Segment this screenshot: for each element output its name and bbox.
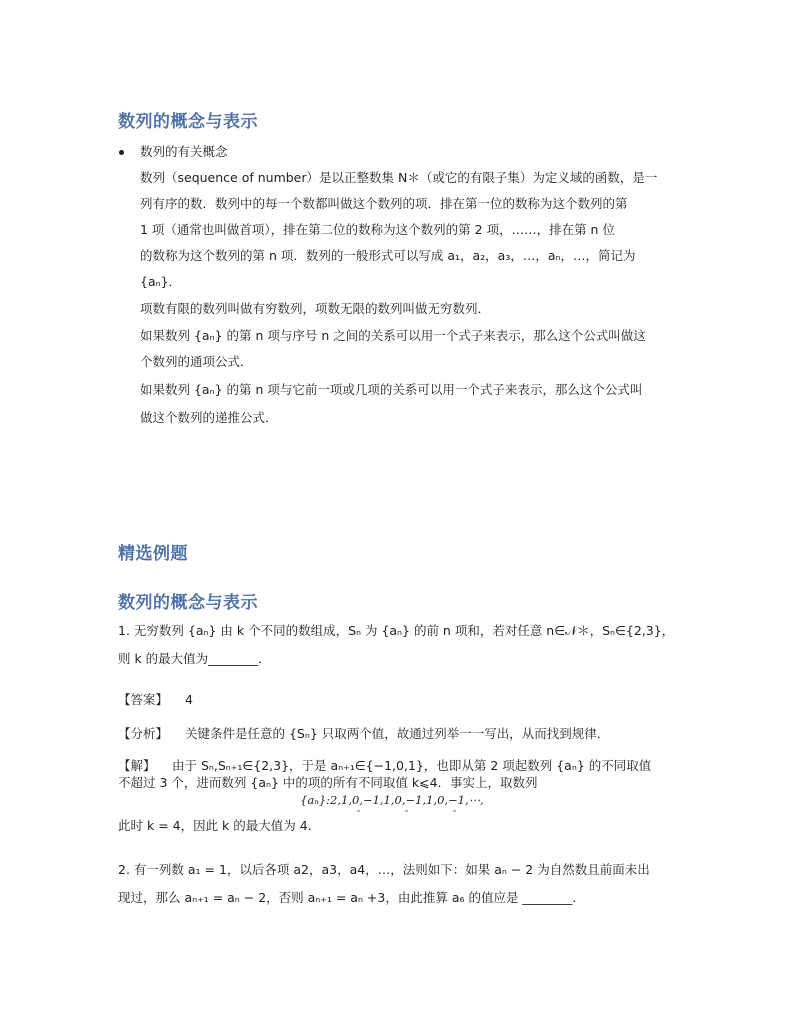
paragraph-line: 如果数列 {aₙ} 的第 n 项与它前一项或几项的关系可以用一个式子来表示，那么这个公式叫 [140,382,643,397]
bullet-heading: 数列的有关概念 [140,144,228,159]
paragraph-line: 1 项（通常也叫做首项），排在第二位的数称为这个数列的第 2 项，……，排在第 n 位 [140,222,615,237]
solution-line: 由于 Sₙ,Sₙ₊₁∈{2,3}，于是 aₙ₊₁∈{−1,0,1}，也即从第 2 项起数列 {aₙ} 的不同取值 [172,758,652,773]
period-brace: ˘ [452,810,457,821]
period-brace: ˘ [404,810,409,821]
paragraph-line: {aₙ}． [140,274,182,289]
problem-2-line: 现过，那么 aₙ₊₁ = aₙ − 2，否则 aₙ₊₁ = aₙ +3，由此推算 a₆ 的值应是 ________． [118,890,585,905]
analysis-label: 【分析】 [118,726,169,741]
paragraph-line: 的数称为这个数列的第 n 项．数列的一般形式可以写成 a₁，a₂，a₃，…，aₙ，…，简记为 [140,248,636,263]
solution-line: 此时 k = 4，因此 k 的最大值为 4． [118,818,321,833]
paragraph-line: 列有序的数．数列中的每一个数都叫做这个数列的项．排在第一位的数称为这个数列的第 [140,196,628,211]
examples-subtitle: 数列的概念与表示 [118,593,258,613]
examples-title: 精选例题 [118,544,188,564]
paragraph-line: 数列（sequence of number）是以正整数集 N＊（或它的有限子集）为定义域的函数，是一 [140,170,658,185]
paragraph-line: 如果数列 {aₙ} 的第 n 项与序号 n 之间的关系可以用一个式子来表示，那么这个公式叫做这 [140,328,646,343]
solution-line: 不超过 3 个，进而数列 {aₙ} 中的项的所有不同取值 k⩽4．事实上，取数列 [118,775,538,790]
solution-sequence: {aₙ}:2,1,0,−1,1,0,−1,1,0,−1,⋯, [300,793,484,807]
paragraph-line: 个数列的通项公式． [140,354,253,369]
analysis-text: 关键条件是任意的 {Sₙ} 只取两个值，故通过列举一一写出，从而找到规律． [185,726,610,741]
answer-label: 【答案】 [118,692,169,707]
bullet-dot [119,150,124,155]
problem-1-line: 1. 无穷数列 {aₙ} 由 k 个不同的数组成，Sₙ 为 {aₙ} 的前 n 项和，若对任意 n∈𝒩＊，Sₙ∈{2,3}， [118,623,675,638]
solution-label: 【解】 [118,758,156,773]
section-title: 数列的概念与表示 [118,112,258,132]
problem-1-line: 则 k 的最大值为________． [118,651,271,666]
answer-value: 4 [185,692,193,707]
period-brace: ˘ [356,810,361,821]
problem-2-line: 2. 有一列数 a₁ = 1，以后各项 a2，a3，a4，…，法则如下：如果 aₙ − 2 为自然数且前面未出 [118,862,650,877]
paragraph-line: 做这个数列的递推公式． [140,410,278,425]
paragraph-line: 项数有限的数列叫做有穷数列，项数无限的数列叫做无穷数列． [140,301,491,316]
